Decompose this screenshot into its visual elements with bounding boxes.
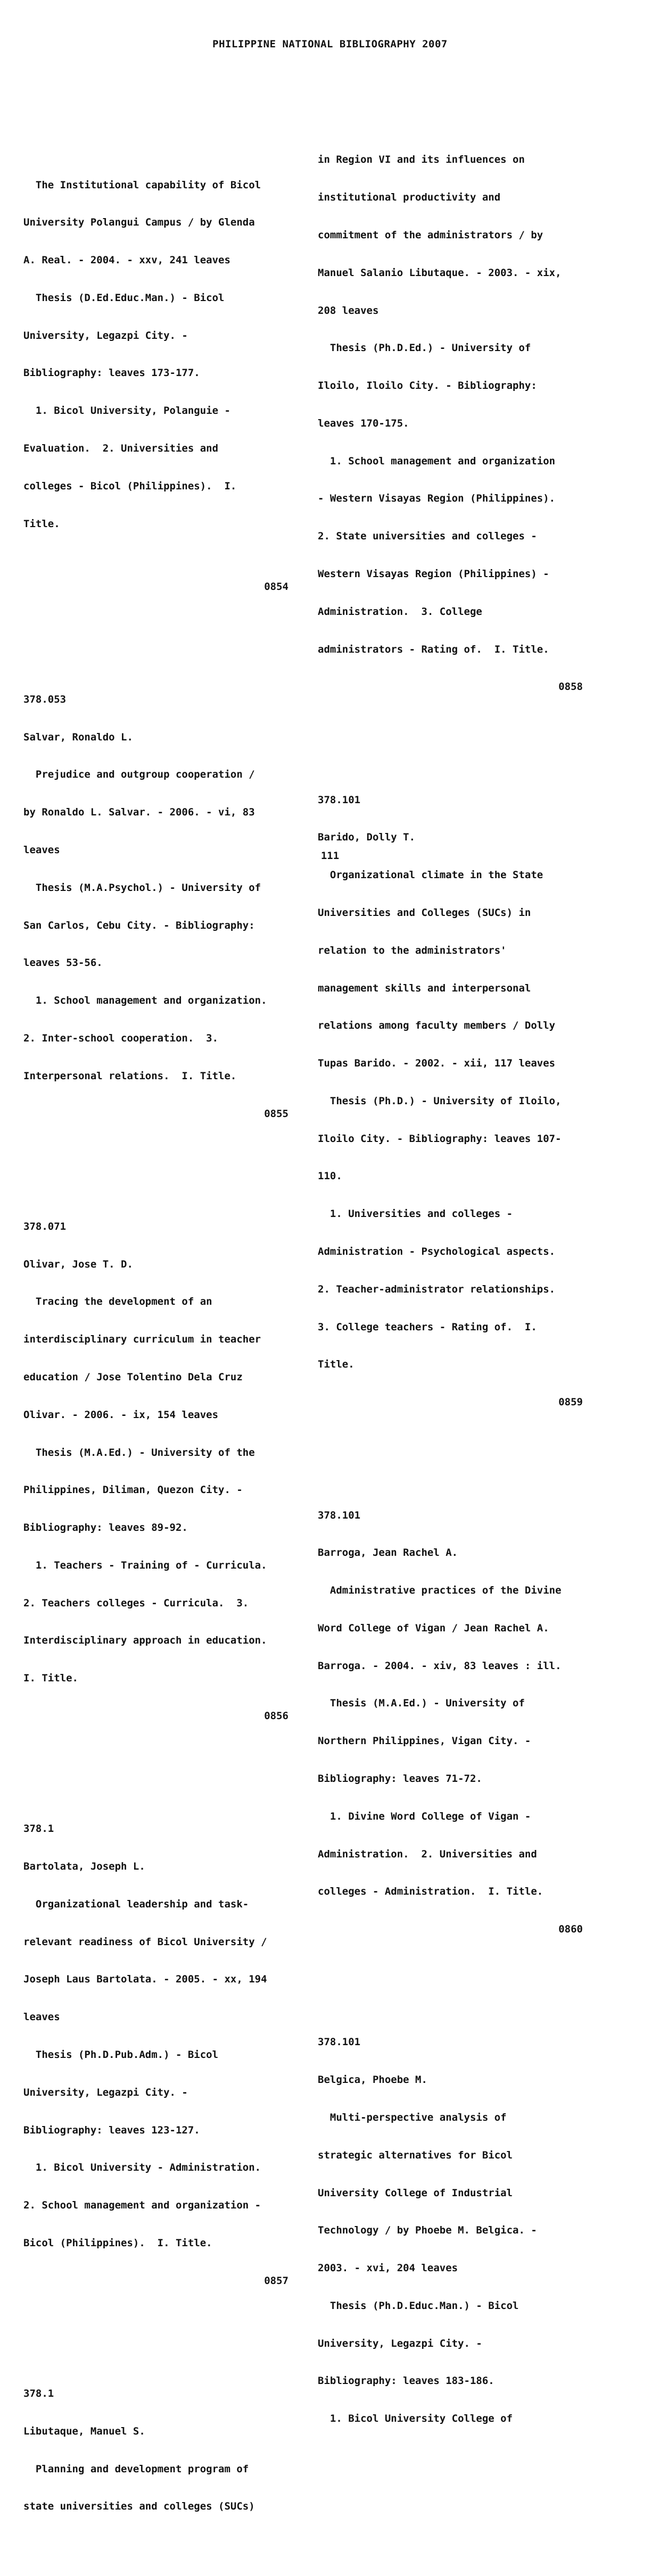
call-number: 378.101 xyxy=(318,1509,361,1521)
entry-line: 1. Bicol University - Administration. xyxy=(23,2162,261,2174)
bibliography-entry xyxy=(23,2363,288,2538)
entry-line: Universities and Colleges (SUCs) in xyxy=(318,907,531,919)
entry-line: Iloilo City. - Bibliography: leaves 107- xyxy=(318,1132,562,1145)
entry-line: - Western Visayas Region (Philippines). xyxy=(318,493,556,505)
entry-line: The Institutional capability of Bicol xyxy=(23,179,261,191)
entry-line: Thesis (M.A.Ed.) - University of the xyxy=(23,1446,255,1458)
entry-line: administrators - Rating of. I. Title. xyxy=(318,643,549,655)
entry-line: San Carlos, Cebu City. - Bibliography: xyxy=(23,919,255,931)
entry-line: 1. Teachers - Training of - Curricula. xyxy=(23,1559,267,1571)
entry-body xyxy=(23,154,288,555)
entry-line: Iloilo, Iloilo City. - Bibliography: xyxy=(318,380,537,392)
entry-line: state universities and colleges (SUCs) xyxy=(23,2500,255,2513)
entry-line: A. Real. - 2004. - xxv, 241 leaves xyxy=(23,254,230,266)
entry-line: Administrative practices of the Divine xyxy=(318,1585,562,1597)
entry-line: University Polangui Campus / by Glenda xyxy=(23,216,255,229)
bibliography-entry xyxy=(23,1196,288,1748)
entry-line: Thesis (Ph.D.) - University of Iloilo, xyxy=(318,1095,562,1107)
entry-author: Belgica, Phoebe M. xyxy=(318,2074,427,2086)
entry-line: commitment of the administrators / by xyxy=(318,229,543,241)
entry-line: 208 leaves xyxy=(318,304,379,316)
entry-number: 0857 xyxy=(264,2274,288,2287)
entry-author: Libutaque, Manuel S. xyxy=(23,2425,145,2437)
entry-line: Technology / by Phoebe M. Belgica. - xyxy=(318,2224,537,2237)
entry-line: 2003. - xvi, 204 leaves xyxy=(318,2262,458,2274)
entry-line: colleges - Bicol (Philippines). I. xyxy=(23,480,237,492)
entry-line: strategic alternatives for Bicol xyxy=(318,2149,513,2161)
entry-line: Philippines, Diliman, Quezon City. - xyxy=(23,1484,243,1496)
left-column xyxy=(23,104,288,2576)
entry-line: Bibliography: leaves 183-186. xyxy=(318,2375,494,2387)
entry-line: Administration. 2. Universities and xyxy=(318,1848,537,1860)
entry-line: University, Legazpi City. - xyxy=(23,329,188,341)
entry-line: 3. College teachers - Rating of. I. xyxy=(318,1321,537,1333)
entry-author: Salvar, Ronaldo L. xyxy=(23,731,133,743)
entry-line: 110. xyxy=(318,1170,342,1182)
right-column xyxy=(318,104,583,2488)
entry-line: Interdisciplinary approach in education. xyxy=(23,1635,267,1647)
entry-line: Western Visayas Region (Philippines) - xyxy=(318,568,549,580)
entry-number: 0854 xyxy=(264,580,288,593)
continued-entry xyxy=(23,129,288,618)
entry-line: 1. School management and organization xyxy=(318,455,556,467)
entry-line: Joseph Laus Bartolata. - 2005. - xx, 194 xyxy=(23,1973,267,1986)
entry-line: Bibliography: leaves 173-177. xyxy=(23,367,200,379)
entry-line: Title. xyxy=(23,518,60,530)
entry-line: Thesis (Ph.D.Pub.Adm.) - Bicol xyxy=(23,2049,219,2061)
entry-line: Bibliography: leaves 123-127. xyxy=(23,2124,200,2136)
entry-line: Thesis (Ph.D.Educ.Man.) - Bicol xyxy=(318,2299,519,2312)
entry-line: Bibliography: leaves 89-92. xyxy=(23,1522,188,1534)
entry-line: relevant readiness of Bicol University / xyxy=(23,1936,267,1948)
entry-line: leaves xyxy=(23,844,60,856)
entry-line: leaves 53-56. xyxy=(23,957,103,969)
entry-line: Manuel Salanio Libutaque. - 2003. - xix, xyxy=(318,266,562,279)
entry-line: Thesis (M.A.Psychol.) - University of xyxy=(23,881,261,894)
entry-number: 0856 xyxy=(264,1710,288,1722)
entry-line: Multi-perspective analysis of xyxy=(318,2112,507,2123)
entry-line: management skills and interpersonal xyxy=(318,982,531,994)
entry-line: Organizational leadership and task- xyxy=(23,1898,249,1910)
entry-line: Olivar. - 2006. - ix, 154 leaves xyxy=(23,1408,219,1421)
page-number: 111 xyxy=(320,850,340,862)
entry-author: Bartolata, Joseph L. xyxy=(23,1861,145,1873)
entry-author: Barroga, Jean Rachel A. xyxy=(318,1547,458,1559)
entry-line: Tupas Barido. - 2002. - xii, 117 leaves xyxy=(318,1057,556,1070)
entry-line: 2. Inter-school cooperation. 3. xyxy=(23,1032,219,1044)
entry-number: 0858 xyxy=(558,681,583,693)
entry-line: Administration - Psychological aspects. xyxy=(318,1246,556,1258)
entry-line: Northern Philippines, Vigan City. - xyxy=(318,1735,531,1747)
entry-line: Evaluation. 2. Universities and xyxy=(23,443,219,455)
entry-line: colleges - Administration. I. Title. xyxy=(318,1886,543,1898)
entry-line: 1. Bicol University, Polanguie - xyxy=(23,405,230,417)
entry-line: University College of Industrial xyxy=(318,2187,513,2199)
entry-line: Word College of Vigan / Jean Rachel A. xyxy=(318,1622,549,1634)
entry-line: 2. School management and organization - xyxy=(23,2199,261,2212)
entry-line: I. Title. xyxy=(23,1672,78,1685)
entry-line: 2. State universities and colleges - xyxy=(318,530,537,543)
entry-line: 2. Teachers colleges - Curricula. 3. xyxy=(23,1597,249,1609)
entry-author: Barido, Dolly T. xyxy=(318,831,416,844)
call-number: 378.101 xyxy=(318,794,361,806)
entry-line: Planning and development program of xyxy=(23,2463,249,2475)
call-number: 378.1 xyxy=(23,1823,54,1835)
bibliography-entry xyxy=(23,1798,288,2312)
entry-line: institutional productivity and xyxy=(318,191,501,204)
bibliography-entry xyxy=(318,2011,583,2450)
entry-line: Bibliography: leaves 71-72. xyxy=(318,1772,482,1785)
entry-line: Thesis (D.Ed.Educ.Man.) - Bicol xyxy=(23,291,225,304)
entry-line: education / Jose Tolentino Dela Cruz xyxy=(23,1371,243,1383)
bibliography-entry xyxy=(318,769,583,1433)
entry-line: relations among faculty members / Dolly xyxy=(318,1020,556,1032)
entry-line: leaves 170-175. xyxy=(318,417,409,429)
entry-line: Barroga. - 2004. - xiv, 83 leaves : ill. xyxy=(318,1660,562,1672)
entry-line: 1. Divine Word College of Vigan - xyxy=(318,1810,531,1822)
entry-line: leaves xyxy=(23,2011,60,2023)
entry-line: interdisciplinary curriculum in teacher xyxy=(23,1333,261,1346)
entry-line: 2. Teacher-administrator relationships. xyxy=(318,1283,556,1295)
bibliography-entry xyxy=(318,1484,583,1961)
entry-line: Tracing the development of an xyxy=(23,1296,212,1308)
entry-line: University, Legazpi City. - xyxy=(23,2086,188,2098)
entry-author: Olivar, Jose T. D. xyxy=(23,1258,133,1270)
continued-entry xyxy=(318,129,583,719)
entry-line: Thesis (M.A.Ed.) - University of xyxy=(318,1697,525,1710)
call-number: 378.1 xyxy=(23,2388,54,2400)
call-number: 378.071 xyxy=(23,1220,67,1232)
entry-line: 1. Universities and colleges - xyxy=(318,1208,513,1220)
entry-line: Administration. 3. College xyxy=(318,605,482,618)
entry-line: relation to the administrators' xyxy=(318,944,507,956)
entry-line: Thesis (Ph.D.Ed.) - University of xyxy=(318,342,531,354)
entry-line: by Ronaldo L. Salvar. - 2006. - vi, 83 xyxy=(23,806,255,819)
entry-line: 1. Bicol University College of xyxy=(318,2413,513,2425)
page-header: PHILIPPINE NATIONAL BIBLIOGRAPHY 2007 xyxy=(212,38,448,50)
entry-line: University, Legazpi City. - xyxy=(318,2337,482,2349)
call-number: 378.101 xyxy=(318,2036,361,2048)
entry-line: in Region VI and its influences on xyxy=(318,154,525,166)
entry-number: 0860 xyxy=(558,1923,583,1936)
bibliography-entry xyxy=(23,669,288,1146)
entry-line: Organizational climate in the State xyxy=(318,869,543,881)
entry-line: Prejudice and outgroup cooperation / xyxy=(23,769,255,781)
entry-number: 0855 xyxy=(264,1107,288,1120)
entry-number: 0859 xyxy=(558,1396,583,1408)
entry-line: Title. xyxy=(318,1358,354,1371)
entry-line: Bicol (Philippines). I. Title. xyxy=(23,2237,212,2249)
entry-line: Interpersonal relations. I. Title. xyxy=(23,1070,237,1082)
entry-line: 1. School management and organization. xyxy=(23,995,267,1007)
call-number: 378.053 xyxy=(23,693,67,705)
